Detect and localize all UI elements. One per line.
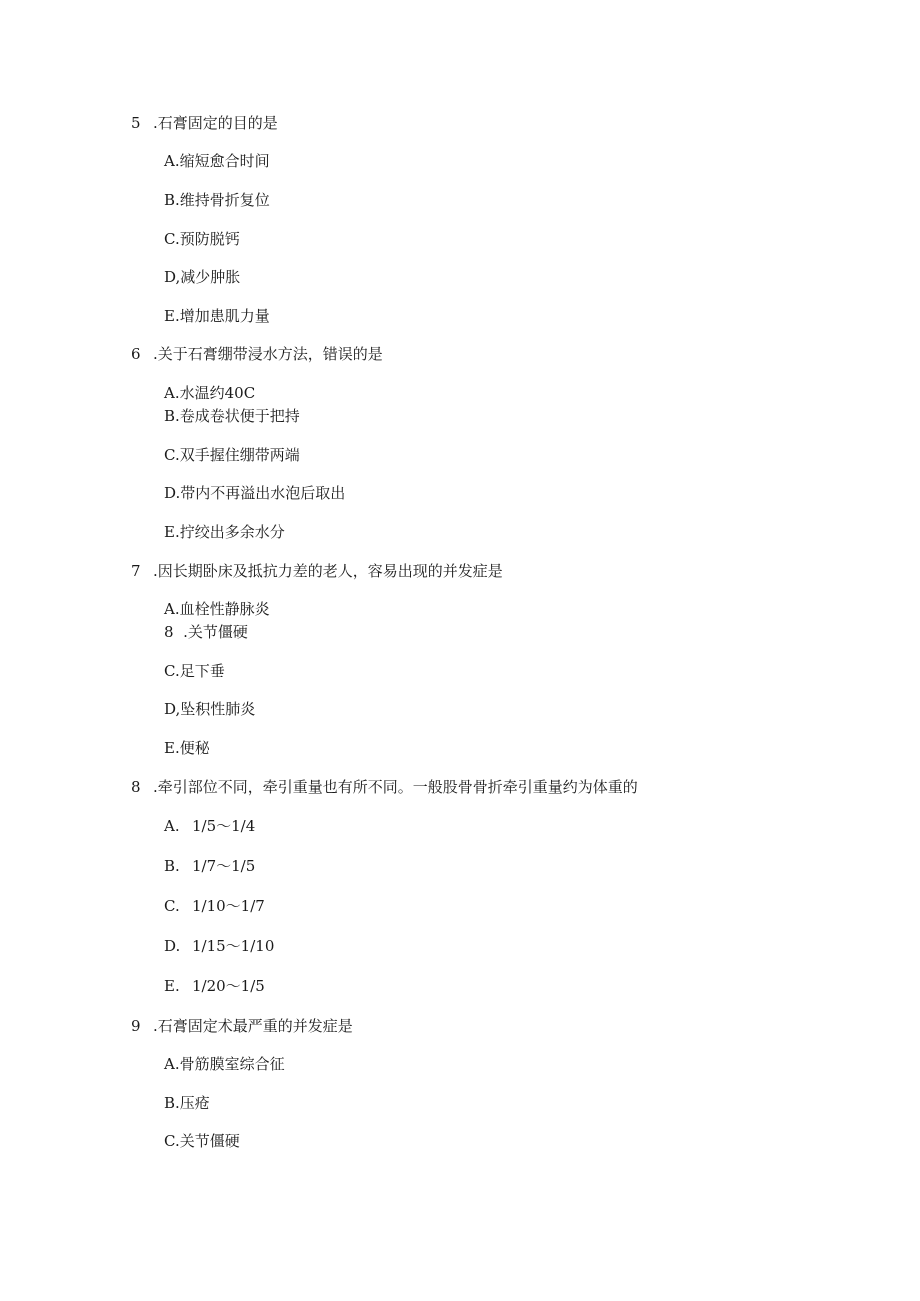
option-c: C.关节僵硬 bbox=[164, 1132, 240, 1150]
option-letter: B. bbox=[164, 857, 180, 875]
question-number: 6 bbox=[131, 345, 141, 363]
option-c: C.足下垂 bbox=[164, 662, 225, 680]
option-b: B.卷成卷状便于把持 bbox=[164, 407, 300, 425]
option-c: C.预防脱钙 bbox=[164, 230, 240, 248]
option-a: A.缩短愈合时间 bbox=[164, 152, 270, 170]
option-d: D,减少肿胀 bbox=[164, 268, 241, 286]
option-letter: D. bbox=[164, 937, 181, 955]
option-d: D.带内不再溢出水泡后取出 bbox=[164, 484, 346, 502]
option-value: 1/5～1/4 bbox=[192, 817, 256, 835]
option-e: E.增加患肌力量 bbox=[164, 307, 270, 325]
option-value: 1/20～1/5 bbox=[192, 977, 265, 995]
question-7 bbox=[131, 560, 503, 581]
option-c bbox=[164, 895, 265, 916]
question-6 bbox=[131, 343, 383, 364]
option-value: 1/10～1/7 bbox=[192, 897, 265, 915]
option-e: E.拧绞出多余水分 bbox=[164, 523, 285, 541]
option-a: A.水温约40C bbox=[164, 384, 256, 402]
question-text: .牵引部位不同，牵引重量也有所不同。一般股骨骨折牵引重量约为体重的 bbox=[153, 778, 638, 796]
option-a: A.骨筋膜室综合征 bbox=[164, 1055, 285, 1073]
question-text: .关于石膏绷带浸水方法，错误的是 bbox=[153, 345, 383, 363]
option-d bbox=[164, 935, 274, 956]
option-b: 8 .关节僵硬 bbox=[164, 623, 248, 641]
option-b: B.维持骨折复位 bbox=[164, 191, 270, 209]
option-d: D,坠积性肺炎 bbox=[164, 700, 256, 718]
question-number: 5 bbox=[131, 114, 141, 132]
question-5 bbox=[131, 112, 278, 133]
question-9 bbox=[131, 1015, 353, 1036]
option-letter: E. bbox=[164, 977, 180, 995]
option-e: E.便秘 bbox=[164, 739, 210, 757]
option-letter: A. bbox=[164, 817, 180, 835]
question-number: 9 bbox=[131, 1017, 141, 1035]
question-number: 7 bbox=[131, 562, 141, 580]
question-8 bbox=[131, 776, 638, 797]
option-b bbox=[164, 855, 255, 876]
option-e bbox=[164, 975, 265, 996]
question-number: 8 bbox=[131, 778, 141, 796]
option-value: 1/15～1/10 bbox=[192, 937, 275, 955]
question-text: .石膏固定术最严重的并发症是 bbox=[153, 1017, 353, 1035]
option-letter: C. bbox=[164, 897, 180, 915]
question-text: .石膏固定的目的是 bbox=[153, 114, 278, 132]
option-value: 1/7～1/5 bbox=[192, 857, 256, 875]
option-a: A.血栓性静脉炎 bbox=[164, 600, 270, 618]
question-text: .因长期卧床及抵抗力差的老人，容易出现的并发症是 bbox=[153, 562, 503, 580]
option-a bbox=[164, 815, 255, 836]
option-b: B.压疮 bbox=[164, 1094, 210, 1112]
option-c: C.双手握住绷带两端 bbox=[164, 446, 300, 464]
